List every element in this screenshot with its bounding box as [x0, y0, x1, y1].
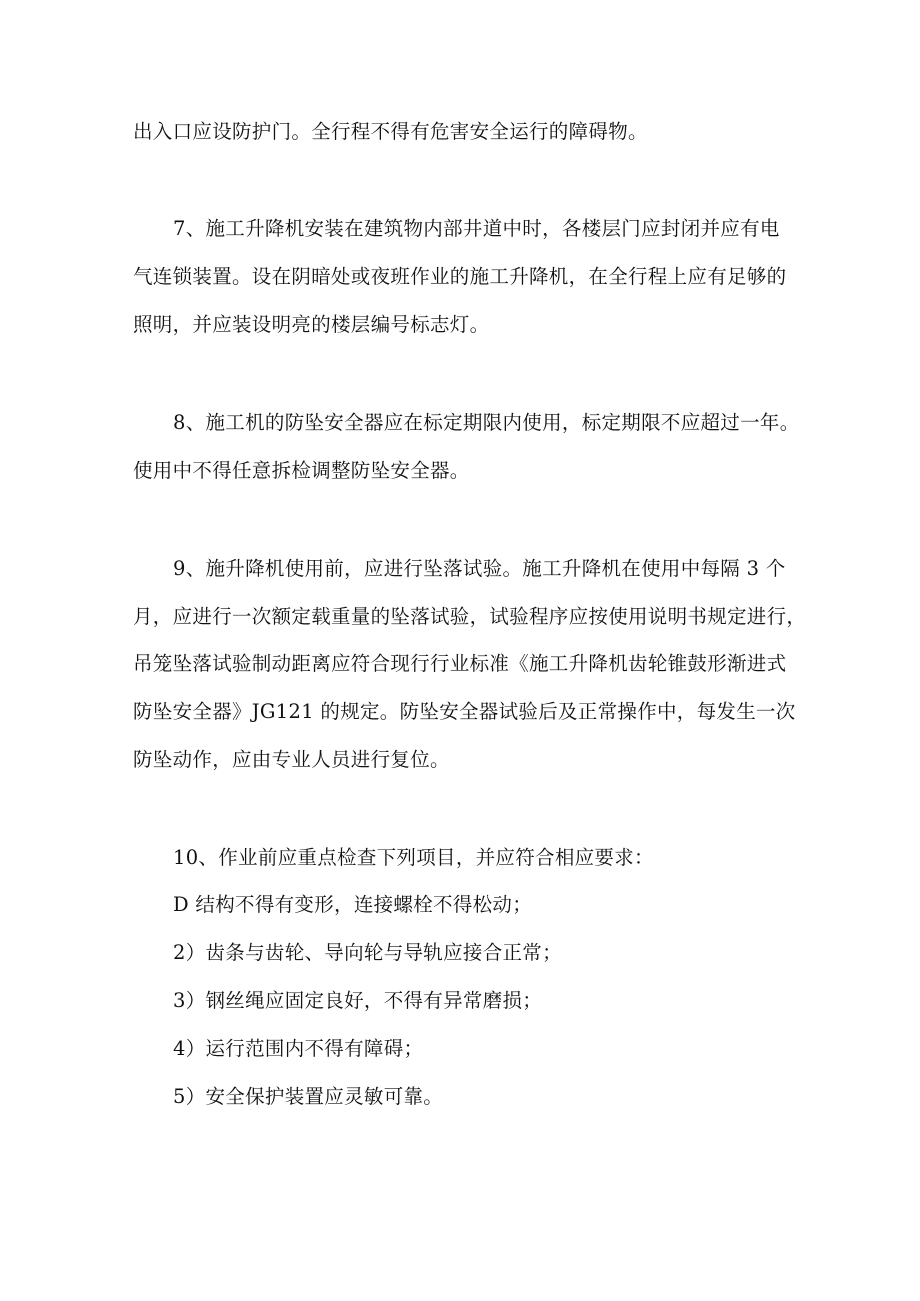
paragraph-9-line-1: 9、施升降机使用前，应进行坠落试验。施工升降机在使用中每隔 3 个: [173, 557, 786, 580]
checklist-item-1: D 结构不得有变形，连接螺栓不得松动；: [173, 893, 533, 916]
checklist-item-2: 2）齿条与齿轮、导向轮与导轨应接合正常；: [173, 941, 562, 964]
paragraph-8-line-2: 使用中不得任意拆检调整防坠安全器。: [133, 459, 470, 482]
paragraph-10-heading: 10、作业前应重点检查下列项目，并应符合相应要求：: [173, 846, 654, 869]
paragraph-7-line-3: 照明，并应装设明亮的楼层编号标志灯。: [133, 313, 490, 336]
checklist-item-4: 4）运行范围内不得有障碍；: [173, 1037, 424, 1060]
paragraph-7-line-1: 7、施工升降机安装在建筑物内部井道中时，各楼层门应封闭并应有电: [173, 217, 780, 240]
paragraph-9-line-2: 月，应进行一次额定载重量的坠落试验，试验程序应按使用说明书规定进行，: [133, 605, 807, 628]
paragraph-7-line-2: 气连锁装置。设在阴暗处或夜班作业的施工升降机，在全行程上应有足够的: [133, 265, 787, 288]
paragraph-9-line-3: 吊笼坠落试验制动距离应符合现行行业标准《施工升降机齿轮锥鼓形渐进式: [133, 652, 787, 675]
checklist-item-5: 5）安全保护装置应灵敏可靠。: [173, 1085, 444, 1108]
paragraph-8-line-1: 8、施工机的防坠安全器应在标定期限内使用，标定期限不应超过一年。: [173, 411, 800, 434]
paragraph-6-line-2: 出入口应设防护门。全行程不得有危害安全运行的障碍物。: [133, 120, 648, 143]
paragraph-9-line-4: 防坠安全器》JG121 的规定。防坠安全器试验后及正常操作中，每发生一次: [133, 700, 796, 723]
checklist-item-3: 3）钢丝绳应固定良好，不得有异常磨损；: [173, 989, 543, 1012]
paragraph-9-line-5: 防坠动作，应由专业人员进行复位。: [133, 748, 450, 771]
